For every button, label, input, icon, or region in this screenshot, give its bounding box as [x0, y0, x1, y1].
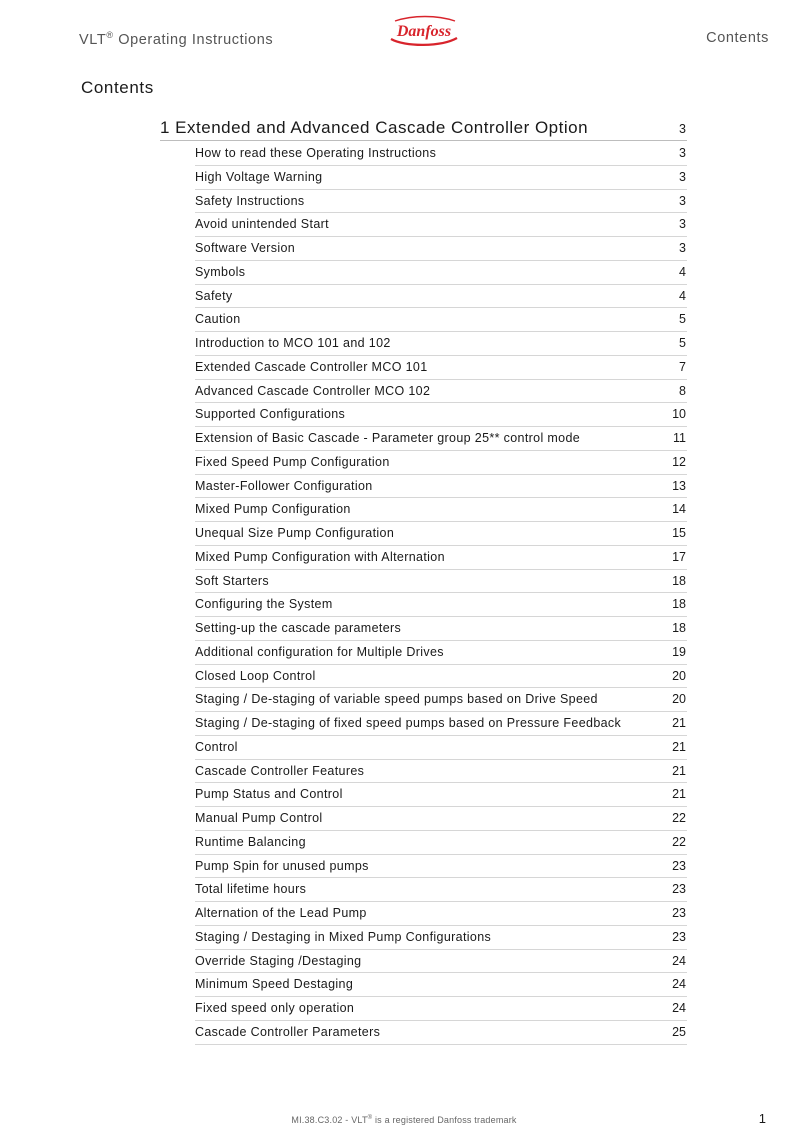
- toc-entry[interactable]: [195, 403, 687, 427]
- toc-entry-title: Cascade Controller Features: [195, 763, 365, 778]
- page-number: 1: [758, 1111, 766, 1126]
- toc-entry[interactable]: [195, 451, 687, 475]
- toc-entry-page: 8: [679, 383, 686, 398]
- toc-entry[interactable]: [195, 641, 687, 665]
- header-doc-type: Operating Instructions: [113, 31, 274, 48]
- toc-entry-title: Cascade Controller Parameters: [195, 1024, 381, 1039]
- toc-entry-page: 18: [672, 573, 686, 588]
- toc-entry-page: 23: [672, 906, 686, 920]
- toc-entry-title: Staging / De-staging of fixed speed pumps based on Pressure Feedback: [195, 716, 622, 730]
- toc-entry-title: Setting-up the cascade parameters: [195, 621, 402, 635]
- toc-entry[interactable]: [195, 1021, 687, 1045]
- toc-entry-title: Advanced Cascade Controller MCO 102: [195, 383, 431, 398]
- toc-entry[interactable]: [195, 736, 687, 760]
- toc-chapter-title: 1 Extended and Advanced Cascade Controller Option: [160, 118, 589, 137]
- toc-entry[interactable]: [195, 688, 687, 712]
- toc-entry[interactable]: [195, 356, 687, 380]
- toc-entry-page: 11: [673, 431, 686, 445]
- toc-entry-title: Configuring the System: [195, 597, 333, 612]
- toc-entry-title: Minimum Speed Destaging: [195, 977, 354, 992]
- toc-chapter-page: 3: [679, 122, 686, 136]
- toc-entry[interactable]: [195, 498, 687, 522]
- toc-entry-page: 12: [672, 454, 686, 469]
- toc-entry-title: Mixed Pump Configuration: [195, 502, 351, 517]
- page-title: Contents: [81, 78, 154, 97]
- toc-entry-title: Fixed speed only operation: [195, 1001, 355, 1015]
- toc-entry-page: 21: [672, 763, 686, 778]
- footer-registered-mark: ®: [367, 1115, 373, 1121]
- toc-entry-page: 10: [672, 407, 686, 422]
- footer-doc-code: MI.38.C3.02 - VLT: [291, 1115, 368, 1125]
- toc-entry-page: 15: [672, 526, 686, 540]
- registered-mark: ®: [106, 30, 114, 40]
- toc-entry-page: 24: [672, 1001, 686, 1015]
- toc-entry[interactable]: [195, 665, 687, 689]
- toc-entry[interactable]: [195, 546, 687, 570]
- toc-entry-title: Closed Loop Control: [195, 668, 316, 683]
- toc-entry[interactable]: [195, 213, 687, 237]
- toc-entry[interactable]: [195, 190, 687, 214]
- toc-entry-title: Unequal Size Pump Configuration: [195, 526, 395, 540]
- toc-entry-page: 5: [679, 336, 686, 350]
- toc-entry[interactable]: [195, 878, 687, 902]
- toc-entry-title: High Voltage Warning: [195, 169, 323, 184]
- toc-entry-title: Manual Pump Control: [195, 811, 323, 825]
- toc-entry-title: Extended Cascade Controller MCO 101: [195, 359, 428, 374]
- toc-entry-page: 14: [672, 502, 686, 517]
- toc-entry-page: 23: [672, 882, 686, 897]
- toc-entry-page: 21: [672, 716, 686, 730]
- toc-entry[interactable]: [195, 475, 687, 499]
- toc-entry-title: Software Version: [195, 241, 296, 255]
- toc-entry-page: 25: [672, 1024, 686, 1039]
- toc-entry-page: 24: [672, 953, 686, 968]
- toc-entry[interactable]: [195, 142, 687, 166]
- toc-entry-title: Extension of Basic Cascade - Parameter group 25** control mode: [195, 431, 581, 445]
- toc-entry-page: 5: [679, 312, 686, 327]
- toc-entry-title: Total lifetime hours: [195, 882, 307, 897]
- toc-entry-page: 18: [672, 597, 686, 612]
- toc-entry[interactable]: [195, 617, 687, 641]
- toc-entry-title: How to read these Operating Instructions: [195, 146, 437, 160]
- toc-entry-title: Mixed Pump Configuration with Alternation: [195, 549, 445, 564]
- toc-entry[interactable]: [195, 902, 687, 926]
- toc-entry-title: Staging / Destaging in Mixed Pump Configurations: [195, 929, 492, 944]
- toc-entry-title: Symbols: [195, 264, 246, 279]
- toc-entry[interactable]: [195, 570, 687, 594]
- toc-entry-page: 4: [679, 264, 686, 279]
- toc-entry-page: 3: [679, 217, 686, 232]
- toc-entry[interactable]: [195, 783, 687, 807]
- toc-entry-page: 23: [672, 858, 686, 873]
- toc-chapter-row[interactable]: [160, 115, 687, 141]
- toc-entry[interactable]: [195, 760, 687, 784]
- toc-entry-title: Alternation of the Lead Pump: [195, 906, 367, 920]
- toc-entry-title: Caution: [195, 312, 241, 327]
- toc-entry-title: Master-Follower Configuration: [195, 478, 373, 493]
- header-section-label: Contents: [706, 30, 769, 46]
- toc-entry[interactable]: [195, 261, 687, 285]
- toc-entry-list: [195, 142, 687, 1045]
- toc-entry-title: Avoid unintended Start: [195, 217, 329, 232]
- table-of-contents: [160, 115, 687, 1045]
- toc-entry-title: Supported Configurations: [195, 407, 346, 422]
- toc-entry-title: Safety: [195, 288, 233, 303]
- toc-entry[interactable]: [195, 332, 687, 356]
- toc-entry[interactable]: [195, 593, 687, 617]
- toc-entry-page: 3: [679, 146, 686, 160]
- toc-entry-title: Control: [195, 739, 238, 754]
- toc-entry-page: 22: [672, 834, 686, 849]
- toc-entry-title: Runtime Balancing: [195, 834, 306, 849]
- toc-entry-page: 18: [672, 621, 686, 635]
- toc-entry[interactable]: [195, 950, 687, 974]
- toc-entry[interactable]: [195, 997, 687, 1021]
- toc-entry[interactable]: [195, 973, 687, 997]
- toc-entry-page: 19: [672, 644, 686, 659]
- toc-entry[interactable]: [195, 855, 687, 879]
- toc-entry[interactable]: [195, 831, 687, 855]
- toc-entry-page: 3: [679, 193, 686, 208]
- toc-entry-page: 7: [679, 359, 686, 374]
- toc-entry-title: Pump Spin for unused pumps: [195, 858, 369, 873]
- footer-trademark-text: is a registered Danfoss trademark: [372, 1115, 517, 1125]
- toc-entry-title: Staging / De-staging of variable speed pumps based on Drive Speed: [195, 692, 598, 707]
- toc-entry[interactable]: [195, 712, 687, 736]
- toc-entry-page: 13: [672, 478, 686, 493]
- toc-entry-page: 20: [672, 668, 686, 683]
- footer-trademark-note: [0, 1115, 808, 1125]
- toc-entry-page: 21: [672, 787, 686, 802]
- toc-entry[interactable]: [195, 807, 687, 831]
- toc-entry[interactable]: [195, 926, 687, 950]
- logo-wordmark: Danfoss: [396, 23, 452, 40]
- danfoss-logo: [385, 13, 463, 47]
- toc-entry-page: 21: [672, 739, 686, 754]
- toc-entry[interactable]: [195, 380, 687, 404]
- toc-entry-title: Introduction to MCO 101 and 102: [195, 336, 391, 350]
- toc-entry-title: Soft Starters: [195, 573, 270, 588]
- toc-entry[interactable]: [195, 166, 687, 190]
- toc-entry-title: Safety Instructions: [195, 193, 305, 208]
- header-brand: VLT: [79, 31, 107, 48]
- toc-entry-page: 24: [672, 977, 686, 992]
- toc-entry-page: 23: [672, 929, 686, 944]
- toc-entry-title: Pump Status and Control: [195, 787, 343, 802]
- toc-entry-page: 3: [679, 241, 686, 255]
- toc-entry-title: Additional configuration for Multiple Drives: [195, 644, 444, 659]
- toc-entry[interactable]: [195, 237, 687, 261]
- toc-entry-page: 3: [679, 169, 686, 184]
- toc-entry-page: 4: [679, 288, 686, 303]
- toc-entry-title: Override Staging /Destaging: [195, 953, 362, 968]
- toc-entry-page: 22: [672, 811, 686, 825]
- toc-entry[interactable]: [195, 285, 687, 309]
- toc-entry[interactable]: [195, 427, 687, 451]
- toc-entry-page: 17: [672, 549, 686, 564]
- toc-entry[interactable]: [195, 522, 687, 546]
- toc-entry[interactable]: [195, 308, 687, 332]
- toc-entry-title: Fixed Speed Pump Configuration: [195, 454, 390, 469]
- header-document-title: [79, 30, 273, 48]
- toc-entry-page: 20: [672, 692, 686, 707]
